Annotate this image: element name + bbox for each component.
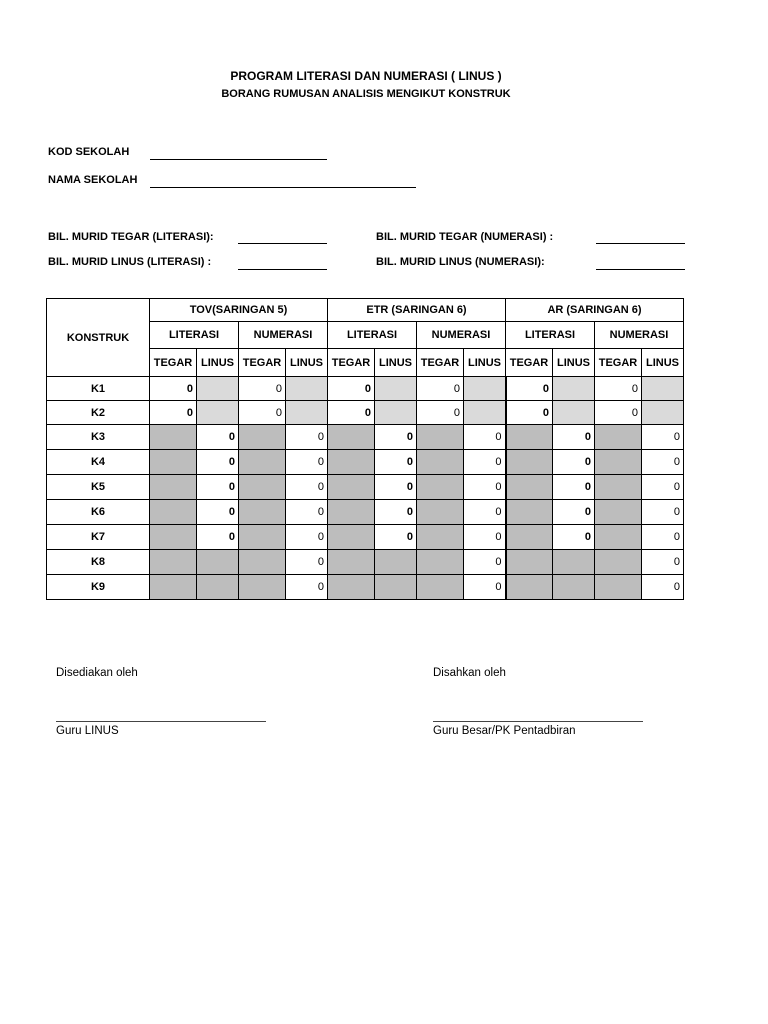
tegar-literasi-field[interactable] xyxy=(238,243,327,244)
ar-numerasi-linus-cell[interactable]: 0 xyxy=(642,475,684,500)
etr-literasi-tegar-cell xyxy=(328,500,375,525)
table-row xyxy=(47,377,684,401)
etr-numerasi-tegar-cell xyxy=(417,500,464,525)
tov-numerasi-linus-cell[interactable]: 0 xyxy=(286,475,328,500)
row-label: K7 xyxy=(47,525,150,550)
row-label: K8 xyxy=(47,550,150,575)
etr-literasi-tegar-cell xyxy=(328,450,375,475)
ar-numerasi-linus-cell xyxy=(642,401,684,425)
etr-literasi-linus-cell xyxy=(375,550,417,575)
tov-literasi-linus-cell xyxy=(197,550,239,575)
ar-numerasi-tegar-cell xyxy=(595,425,642,450)
ar-literasi-linus-cell[interactable]: 0 xyxy=(553,525,595,550)
level-header-linus: LINUS xyxy=(375,349,417,377)
linus-numerasi-label: BIL. MURID LINUS (NUMERASI): xyxy=(376,256,545,268)
etr-numerasi-linus-cell xyxy=(464,401,506,425)
ar-literasi-tegar-cell xyxy=(506,450,553,475)
linus-literasi-field[interactable] xyxy=(238,269,327,270)
ar-numerasi-linus-cell[interactable]: 0 xyxy=(642,500,684,525)
row-label: K9 xyxy=(47,575,150,600)
tov-numerasi-tegar-cell xyxy=(239,425,286,450)
ar-numerasi-linus-cell[interactable]: 0 xyxy=(642,425,684,450)
tov-numerasi-tegar-cell xyxy=(239,550,286,575)
approved-by-signature-line[interactable] xyxy=(433,721,643,722)
tov-numerasi-linus-cell[interactable]: 0 xyxy=(286,450,328,475)
etr-numerasi-linus-cell[interactable]: 0 xyxy=(464,550,506,575)
row-label: K1 xyxy=(47,377,150,401)
level-header-tegar: TEGAR xyxy=(150,349,197,377)
etr-literasi-tegar-cell xyxy=(328,525,375,550)
subject-header-numerasi: NUMERASI xyxy=(595,322,684,349)
row-label: K2 xyxy=(47,401,150,425)
tov-literasi-linus-cell[interactable]: 0 xyxy=(197,525,239,550)
level-header-tegar: TEGAR xyxy=(239,349,286,377)
kod-sekolah-field[interactable] xyxy=(150,159,327,160)
level-header-tegar: TEGAR xyxy=(595,349,642,377)
ar-numerasi-tegar-cell xyxy=(595,475,642,500)
table-row xyxy=(47,500,684,525)
ar-literasi-linus-cell xyxy=(553,575,595,600)
etr-numerasi-linus-cell[interactable]: 0 xyxy=(464,575,506,600)
subject-header-numerasi: NUMERASI xyxy=(417,322,506,349)
prepared-by-role: Guru LINUS xyxy=(56,725,119,737)
group-header-ar: AR (SARINGAN 6) xyxy=(506,299,684,322)
tov-numerasi-tegar-cell xyxy=(239,575,286,600)
ar-literasi-linus-cell[interactable]: 0 xyxy=(553,500,595,525)
tov-literasi-linus-cell[interactable]: 0 xyxy=(197,450,239,475)
tov-numerasi-tegar-cell xyxy=(239,450,286,475)
tov-numerasi-tegar-cell xyxy=(239,475,286,500)
table-row xyxy=(47,475,684,500)
etr-literasi-linus-cell xyxy=(375,401,417,425)
tov-literasi-tegar-cell[interactable]: 0 xyxy=(150,401,197,425)
ar-numerasi-tegar-cell[interactable]: 0 xyxy=(595,377,642,401)
ar-numerasi-linus-cell[interactable]: 0 xyxy=(642,575,684,600)
ar-literasi-tegar-cell xyxy=(506,475,553,500)
subject-header-literasi: LITERASI xyxy=(328,322,417,349)
level-header-linus: LINUS xyxy=(197,349,239,377)
linus-literasi-label: BIL. MURID LINUS (LITERASI) : xyxy=(48,256,212,268)
ar-literasi-linus-cell xyxy=(553,401,595,425)
tov-numerasi-linus-cell[interactable]: 0 xyxy=(286,425,328,450)
ar-literasi-linus-cell[interactable]: 0 xyxy=(553,450,595,475)
level-header-linus: LINUS xyxy=(286,349,328,377)
etr-literasi-tegar-cell xyxy=(328,550,375,575)
tov-literasi-tegar-cell xyxy=(150,550,197,575)
tov-numerasi-tegar-cell xyxy=(239,525,286,550)
level-header-tegar: TEGAR xyxy=(328,349,375,377)
ar-literasi-tegar-cell[interactable]: 0 xyxy=(506,401,553,425)
etr-numerasi-linus-cell xyxy=(464,377,506,401)
tov-numerasi-tegar-cell[interactable]: 0 xyxy=(239,377,286,401)
table-row xyxy=(47,525,684,550)
tov-numerasi-tegar-cell[interactable]: 0 xyxy=(239,401,286,425)
prepared-by-signature-line[interactable] xyxy=(56,721,266,722)
ar-literasi-tegar-cell xyxy=(506,500,553,525)
etr-literasi-linus-cell xyxy=(375,377,417,401)
etr-literasi-tegar-cell[interactable]: 0 xyxy=(328,401,375,425)
tov-literasi-linus-cell[interactable]: 0 xyxy=(197,425,239,450)
etr-numerasi-tegar-cell xyxy=(417,450,464,475)
group-header-tov: TOV(SARINGAN 5) xyxy=(150,299,328,322)
etr-numerasi-tegar-cell xyxy=(417,550,464,575)
tov-literasi-tegar-cell xyxy=(150,475,197,500)
table-row xyxy=(47,401,684,425)
etr-literasi-linus-cell[interactable]: 0 xyxy=(375,475,417,500)
etr-literasi-linus-cell xyxy=(375,575,417,600)
etr-numerasi-tegar-cell xyxy=(417,475,464,500)
etr-numerasi-linus-cell[interactable]: 0 xyxy=(464,425,506,450)
tov-literasi-tegar-cell xyxy=(150,500,197,525)
tegar-literasi-label: BIL. MURID TEGAR (LITERASI): xyxy=(48,231,214,243)
nama-sekolah-label: NAMA SEKOLAH xyxy=(48,174,138,186)
tov-numerasi-linus-cell xyxy=(286,377,328,401)
etr-literasi-tegar-cell xyxy=(328,425,375,450)
approved-by-role: Guru Besar/PK Pentadbiran xyxy=(433,725,576,737)
prepared-by-caption: Disediakan oleh xyxy=(56,667,138,679)
etr-literasi-tegar-cell xyxy=(328,575,375,600)
ar-literasi-tegar-cell xyxy=(506,525,553,550)
etr-numerasi-linus-cell[interactable]: 0 xyxy=(464,500,506,525)
ar-literasi-tegar-cell xyxy=(506,550,553,575)
ar-literasi-linus-cell xyxy=(553,377,595,401)
etr-literasi-linus-cell[interactable]: 0 xyxy=(375,500,417,525)
tov-literasi-tegar-cell xyxy=(150,575,197,600)
etr-literasi-tegar-cell xyxy=(328,475,375,500)
row-label: K4 xyxy=(47,450,150,475)
level-header-linus: LINUS xyxy=(553,349,595,377)
etr-numerasi-tegar-cell xyxy=(417,525,464,550)
page-title: PROGRAM LITERASI DAN NUMERASI ( LINUS ) xyxy=(230,69,502,83)
etr-numerasi-tegar-cell[interactable]: 0 xyxy=(417,377,464,401)
subject-header-literasi: LITERASI xyxy=(150,322,239,349)
tov-literasi-linus-cell[interactable]: 0 xyxy=(197,500,239,525)
ar-literasi-tegar-cell xyxy=(506,575,553,600)
tov-numerasi-linus-cell[interactable]: 0 xyxy=(286,550,328,575)
kod-sekolah-label: KOD SEKOLAH xyxy=(48,146,130,158)
tov-numerasi-linus-cell[interactable]: 0 xyxy=(286,575,328,600)
tegar-numerasi-field[interactable] xyxy=(596,243,685,244)
ar-literasi-tegar-cell xyxy=(506,425,553,450)
ar-numerasi-tegar-cell xyxy=(595,550,642,575)
ar-literasi-tegar-cell[interactable]: 0 xyxy=(506,377,553,401)
etr-numerasi-tegar-cell xyxy=(417,575,464,600)
approved-by-caption: Disahkan oleh xyxy=(433,667,506,679)
tov-literasi-linus-cell xyxy=(197,377,239,401)
level-header-linus: LINUS xyxy=(642,349,684,377)
tov-literasi-linus-cell xyxy=(197,575,239,600)
tov-numerasi-linus-cell xyxy=(286,401,328,425)
table-row xyxy=(47,575,684,600)
row-label: K6 xyxy=(47,500,150,525)
table-row xyxy=(47,450,684,475)
ar-literasi-linus-cell xyxy=(553,550,595,575)
ar-numerasi-linus-cell[interactable]: 0 xyxy=(642,450,684,475)
etr-numerasi-tegar-cell[interactable]: 0 xyxy=(417,401,464,425)
ar-numerasi-tegar-cell xyxy=(595,575,642,600)
ar-numerasi-linus-cell[interactable]: 0 xyxy=(642,525,684,550)
etr-numerasi-linus-cell[interactable]: 0 xyxy=(464,475,506,500)
ar-numerasi-tegar-cell xyxy=(595,450,642,475)
nama-sekolah-field[interactable] xyxy=(150,187,416,188)
etr-literasi-linus-cell[interactable]: 0 xyxy=(375,450,417,475)
etr-literasi-tegar-cell[interactable]: 0 xyxy=(328,377,375,401)
tov-numerasi-linus-cell[interactable]: 0 xyxy=(286,525,328,550)
linus-numerasi-field[interactable] xyxy=(596,269,685,270)
tov-literasi-tegar-cell xyxy=(150,450,197,475)
tov-numerasi-tegar-cell xyxy=(239,500,286,525)
level-header-tegar: TEGAR xyxy=(417,349,464,377)
etr-numerasi-linus-cell[interactable]: 0 xyxy=(464,450,506,475)
ar-literasi-linus-cell[interactable]: 0 xyxy=(553,425,595,450)
row-label: K5 xyxy=(47,475,150,500)
tov-literasi-tegar-cell xyxy=(150,525,197,550)
ar-numerasi-tegar-cell[interactable]: 0 xyxy=(595,401,642,425)
etr-numerasi-linus-cell[interactable]: 0 xyxy=(464,525,506,550)
ar-numerasi-linus-cell[interactable]: 0 xyxy=(642,550,684,575)
ar-numerasi-tegar-cell xyxy=(595,525,642,550)
tov-literasi-tegar-cell[interactable]: 0 xyxy=(150,377,197,401)
tov-literasi-linus-cell xyxy=(197,401,239,425)
ar-numerasi-linus-cell xyxy=(642,377,684,401)
konstruk-header: KONSTRUK xyxy=(47,299,150,377)
table-row xyxy=(47,425,684,450)
etr-numerasi-tegar-cell xyxy=(417,425,464,450)
table-row xyxy=(47,550,684,575)
page-subtitle: BORANG RUMUSAN ANALISIS MENGIKUT KONSTRUK xyxy=(221,88,511,100)
subject-header-numerasi: NUMERASI xyxy=(239,322,328,349)
row-label: K3 xyxy=(47,425,150,450)
subject-header-literasi: LITERASI xyxy=(506,322,595,349)
tegar-numerasi-label: BIL. MURID TEGAR (NUMERASI) : xyxy=(376,231,554,243)
group-header-etr: ETR (SARINGAN 6) xyxy=(328,299,506,322)
etr-literasi-linus-cell[interactable]: 0 xyxy=(375,525,417,550)
tov-literasi-linus-cell[interactable]: 0 xyxy=(197,475,239,500)
ar-literasi-linus-cell[interactable]: 0 xyxy=(553,475,595,500)
ar-numerasi-tegar-cell xyxy=(595,500,642,525)
tov-literasi-tegar-cell xyxy=(150,425,197,450)
tov-numerasi-linus-cell[interactable]: 0 xyxy=(286,500,328,525)
etr-literasi-linus-cell[interactable]: 0 xyxy=(375,425,417,450)
level-header-tegar: TEGAR xyxy=(506,349,553,377)
level-header-linus: LINUS xyxy=(464,349,506,377)
konstruk-analysis-table xyxy=(46,298,684,600)
